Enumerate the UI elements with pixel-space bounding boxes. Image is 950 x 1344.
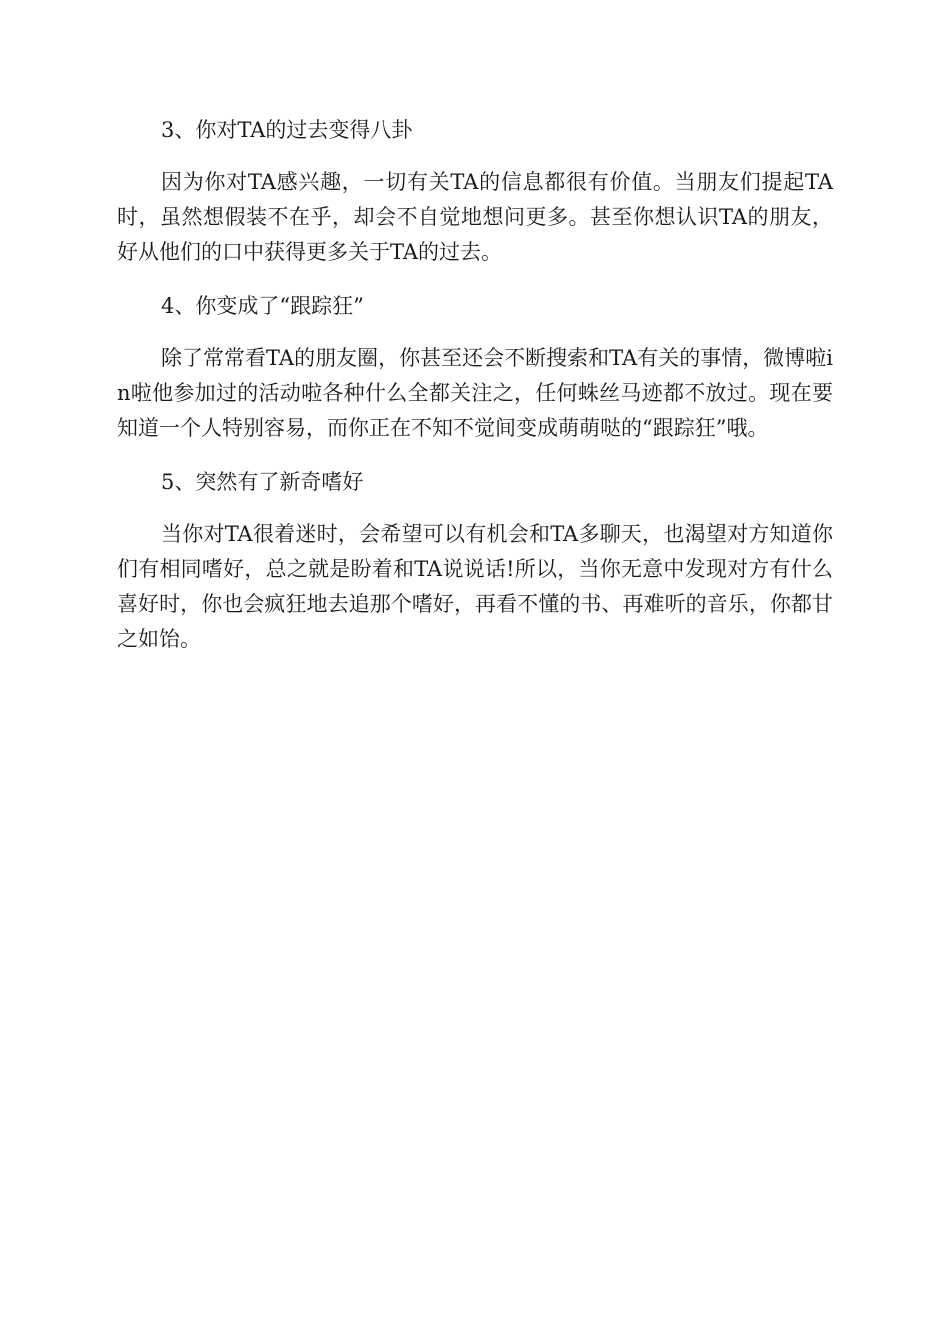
section-heading-5: 5、突然有了新奇嗜好 <box>161 470 364 494</box>
section-heading-3: 3、你对TA的过去变得八卦 <box>161 118 413 142</box>
section-body-5: 当你对TA很着迷时，会希望可以有机会和TA多聊天，也渴望对方知道你们有相同嗜好，总之就是盼着和TA说说话!所以，当你无意中发现对方有什么喜好时，你也会疯狂地去追那个嗜好，再看不懂的书、再难听的音乐，你都甘之如饴。 <box>117 522 833 651</box>
section-heading-4: 4、你变成了“跟踪狂” <box>161 294 364 318</box>
document-page <box>117 113 833 676</box>
section-body-4: 除了常常看TA的朋友圈，你甚至还会不断搜索和TA有关的事情，微博啦in啦他参加过的活动啦各种什么全都关注之，任何蛛丝马迹都不放过。现在要知道一个人特别容易，而你正在不知不觉间变成萌萌哒的“跟踪狂”哦。 <box>117 346 833 440</box>
section-body-3: 因为你对TA感兴趣，一切有关TA的信息都很有价值。当朋友们提起TA时，虽然想假装不在乎，却会不自觉地想问更多。甚至你想认识TA的朋友，好从他们的口中获得更多关于TA的过去。 <box>117 170 833 264</box>
